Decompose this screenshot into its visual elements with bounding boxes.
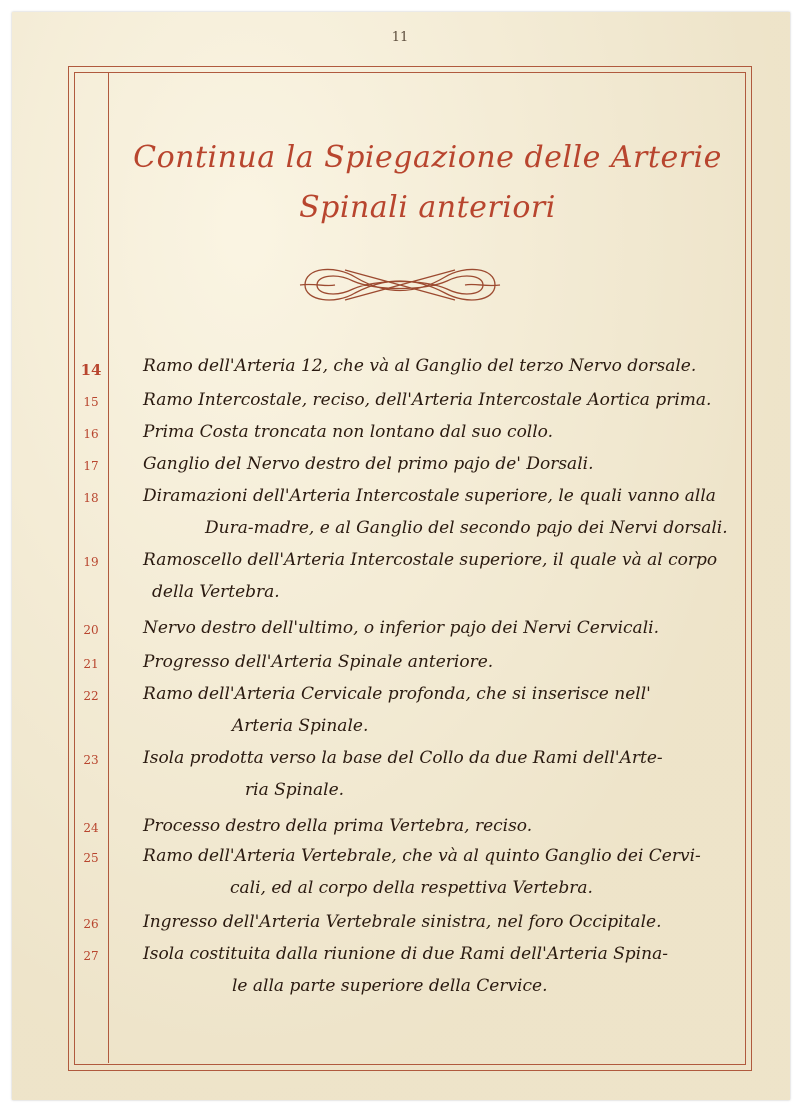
- calligraphic-flourish: [295, 255, 505, 315]
- entry-text-line: Isola prodotta verso la base del Collo da due Rami dell'Arte-: [143, 748, 663, 768]
- entry-number: 19: [83, 555, 99, 569]
- entry-text-line: della Vertebra.: [152, 582, 280, 602]
- entry-text-line: Ramoscello dell'Arteria Intercostale superiore, il quale và al corpo: [143, 550, 718, 570]
- entry-number: 24: [83, 821, 99, 835]
- entry-text-line: Ramo Intercostale, reciso, dell'Arteria Intercostale Aortica prima.: [143, 390, 712, 410]
- entry-text-line: Progresso dell'Arteria Spinale anteriore.: [143, 652, 494, 672]
- entry-number: 27: [83, 949, 99, 963]
- entry-number: 17: [83, 459, 99, 473]
- entry-text-line: Ramo dell'Arteria 12, che và al Ganglio del terzo Nervo dorsale.: [143, 356, 697, 376]
- entry-text-line: Nervo destro dell'ultimo, o inferior pajo dei Nervi Cervicali.: [143, 618, 659, 638]
- entry-number: 20: [83, 623, 99, 637]
- entry-text-line: Dura-madre, e al Ganglio del secondo pajo dei Nervi dorsali.: [205, 518, 728, 538]
- margin-rule: [108, 73, 109, 1063]
- entry-text-line: Processo destro della prima Vertebra, reciso.: [143, 816, 533, 836]
- entry-text-line: ria Spinale.: [245, 780, 345, 800]
- entry-number: 14: [80, 361, 102, 379]
- entry-number: 26: [83, 917, 99, 931]
- page-number: 11: [391, 30, 409, 45]
- entry-text-line: Isola costituita dalla riunione di due Rami dell'Arteria Spina-: [143, 944, 668, 964]
- entry-number: 16: [83, 427, 99, 441]
- page-title-line-1: Continua la Spiegazione delle Arterie: [133, 140, 722, 175]
- entry-number: 18: [83, 491, 99, 505]
- entry-number: 23: [83, 753, 99, 767]
- entry-text-line: Arteria Spinale.: [232, 716, 369, 736]
- entry-text-line: cali, ed al corpo della respettiva Vertebra.: [230, 878, 593, 898]
- entry-text-line: le alla parte superiore della Cervice.: [232, 976, 548, 996]
- entry-number: 15: [83, 395, 99, 409]
- entry-number: 21: [83, 657, 99, 671]
- entry-number: 22: [83, 689, 99, 703]
- entry-text-line: Ganglio del Nervo destro del primo pajo de' Dorsali.: [143, 454, 594, 474]
- page-title-line-2: Spinali anteriori: [299, 190, 556, 225]
- entry-text-line: Ramo dell'Arteria Vertebrale, che và al quinto Ganglio dei Cervi-: [143, 846, 701, 866]
- entry-text-line: Ingresso dell'Arteria Vertebrale sinistra, nel foro Occipitale.: [143, 912, 662, 932]
- entry-text-line: Ramo dell'Arteria Cervicale profonda, che si inserisce nell': [143, 684, 651, 704]
- entry-number: 25: [83, 851, 99, 865]
- entry-text-line: Prima Costa troncata non lontano dal suo collo.: [143, 422, 554, 442]
- entry-text-line: Diramazioni dell'Arteria Intercostale superiore, le quali vanno alla: [143, 486, 716, 506]
